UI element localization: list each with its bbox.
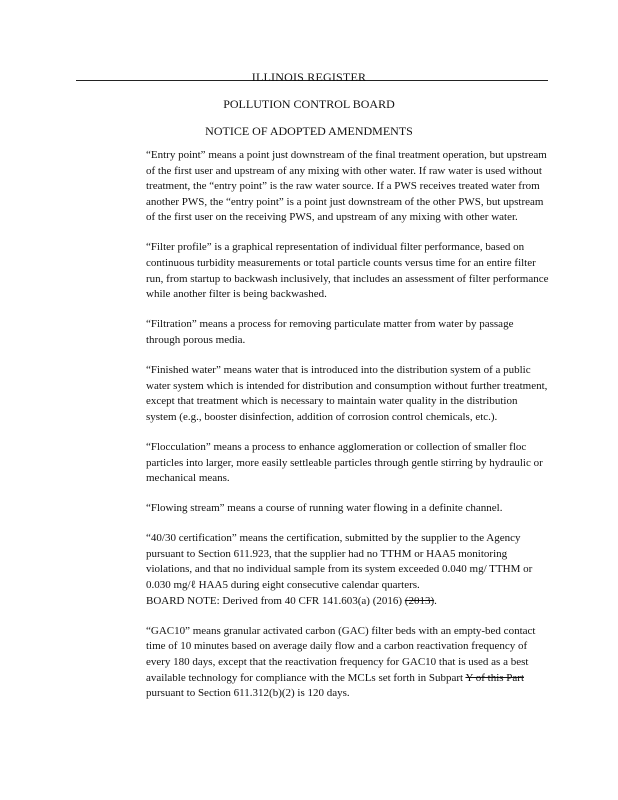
board-note-suffix: . [434, 594, 437, 607]
gac10-struck-text: Y of this Part [465, 671, 524, 684]
board-note-prefix: BOARD NOTE: Derived from 40 CFR 141.603(a) (2016) [146, 594, 405, 607]
notice-title: NOTICE OF ADOPTED AMENDMENTS [205, 124, 413, 138]
definition-flocculation: “Flocculation” means a process to enhance agglomeration or collection of smaller floc particles into larger, more easily settleable particles through gentle stirring by hydraulic or mechanical means. [146, 440, 543, 485]
register-title: ILLINOIS REGISTER [251, 70, 367, 84]
gac10-text-end: pursuant to Section 611.312(b)(2) is 120 days. [146, 687, 350, 700]
document-body [146, 148, 550, 716]
definition-flowing-stream: “Flowing stream” means a course of running water flowing in a definite channel. [146, 502, 503, 515]
gac10-text: “GAC10” means granular activated carbon (GAC) filter beds with an empty-bed contact time of 10 minutes based on average daily flow and a carbon reactivation frequency of every 180 days, except that the reactivation frequency for GAC10 that is used as a best available technology for compliance with the MCLs set forth in Subpart [146, 624, 536, 684]
definition-gac10 [146, 624, 550, 702]
board-title: POLLUTION CONTROL BOARD [223, 97, 395, 111]
definition-entry-point: “Entry point” means a point just downstream of the final treatment operation, but upstream of the first user and upstream of any mixing with other water. If raw water is used without treatment, the “entry point” is the raw water source. If a PWS receives treated water from another PWS, the “entry point” is a point just downstream of the other PWS, but upstream of the first user on the receiving PWS, and upstream of any mixing with other water. [146, 149, 547, 224]
definition-filtration: “Filtration” means a process for removing particulate matter from water by passage through porous media. [146, 318, 514, 346]
definition-40-30-certification: “40/30 certification” means the certification, submitted by the supplier to the Agency pursuant to Section 611.923, that the supplier had no TTHM or HAA5 monitoring violations, and that no individual sample from its system exceeded 0.040 mg/ TTHM or 0.030 mg/ℓ HAA5 during eight consecutive calendar quarters. [146, 532, 533, 592]
board-note [146, 594, 550, 610]
definition-filter-profile: “Filter profile” is a graphical representation of individual filter performance, based on continuous turbidity measurements or total particle counts versus time for an entire filter run, from startup to backwash inclusively, that includes an assessment of filter performance while another filter is being backwashed. [146, 241, 549, 301]
board-note-struck-text: (2013) [404, 594, 435, 607]
definition-finished-water: “Finished water” means water that is introduced into the distribution system of a public water system which is intended for distribution and consumption without further treatment, except that treatment which is necessary to maintain water quality in the distribution system (e.g., booster disinfection, addition of corrosion control chemicals, etc.). [146, 364, 548, 423]
